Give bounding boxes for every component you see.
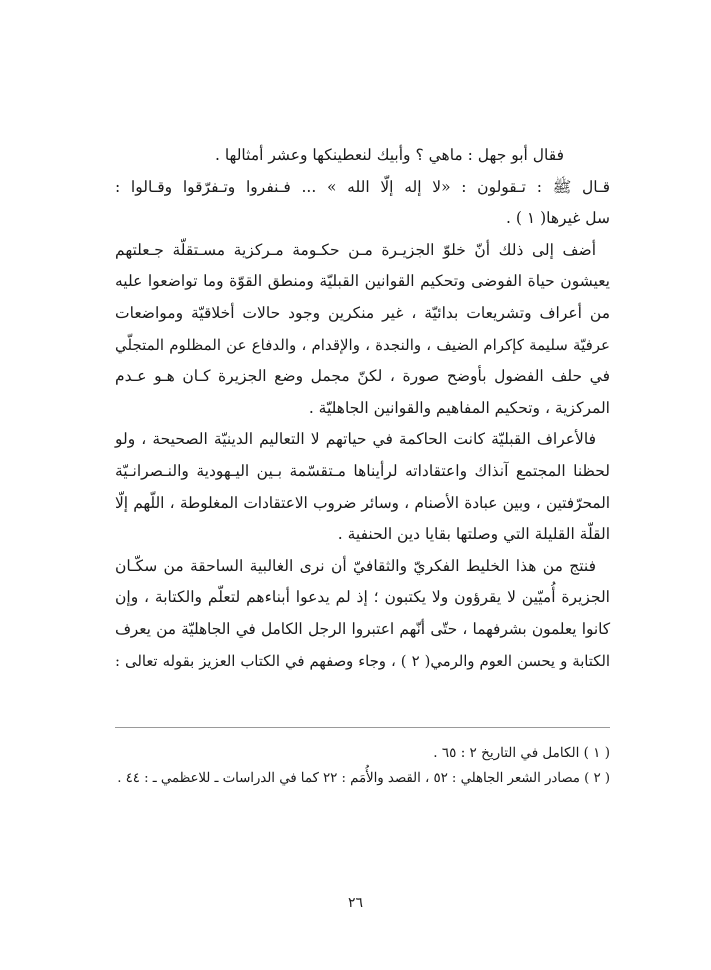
paragraph bbox=[115, 551, 610, 677]
text-line: الجزيرة أُميّين لا يقرؤون ولا يكتبون ؛ إذ لم يدعوا أبناءهم لتعلّم والكتابة ، وإن bbox=[115, 588, 610, 607]
text-line: فنتج من هذا الخليط الفكريّ والثقافيّ أن نرى الغالبية الساحقة من سكّـان bbox=[115, 556, 596, 575]
paragraph bbox=[115, 140, 610, 235]
body-text bbox=[115, 140, 610, 677]
text-line: في حلف الفضول بأوضح صورة ، لكنّ مجمل وضع الجزيرة كـان هـو عـدم bbox=[115, 367, 610, 386]
text-line: فالأعراف القبليّة كانت الحاكمة في حياتهم لا التعاليم الدينيّة الصحيحة ، ولو bbox=[115, 430, 596, 449]
paragraph bbox=[115, 424, 610, 550]
footnote-divider bbox=[115, 727, 610, 728]
text-line: كانوا يعلمون بشرفهما ، حتّى أنّهم اعتبروا الرجل الكامل في الجاهليّة من يعرف bbox=[115, 619, 610, 638]
text-line: القلّة القليلة التي وصلتها بقايا دين الحنفية . bbox=[337, 525, 610, 544]
text-line: الكتابة و يحسن العوم والرمي( ٢ ) ، وجاء وصفهم في الكتاب العزيز بقوله تعالى : bbox=[115, 652, 610, 670]
text-line: سل غيرها( ١ ) . bbox=[505, 209, 610, 228]
footnote-2: ( ٢ ) مصادر الشعر الجاهلي : ٥٢ ، القصد والأُمَم : ٢٢ كما في الدراسات ـ للاعظمي ـ : ٤٤ . bbox=[117, 771, 610, 786]
page-number: ٢٦ bbox=[347, 895, 364, 911]
text-line: يعيشون حياة الفوضى وتحكيم القوانين القبليّة ومنطق القوّة وما تواضعوا عليه bbox=[115, 272, 610, 291]
footnotes bbox=[115, 740, 610, 792]
text-line: من أعراف وتشريعات بدائيّة ، غير منكرين وجود حالات أخلاقيّة ومواضعات bbox=[115, 303, 610, 322]
footnote-1: ( ١ ) الكامل في التاريخ ٢ : ٦٥ . bbox=[433, 745, 610, 761]
text-line: لحظنا المجتمع آنذاك واعتقاداته لرأيناها مـتقسّمة بـين اليـهودية والنـصرانـيّة bbox=[115, 461, 610, 480]
text-line: قـال ﷺ : تـقولون : «لا إله إلّا الله » ... فـنفروا وتـفرّقوا وقـالوا : bbox=[115, 177, 610, 196]
text-line: أضف إلى ذلك أنّ خلوّ الجزيـرة مـن حكـومة مـركزية مسـتقلّة جـعلتهم bbox=[115, 240, 596, 259]
text-line: المحرّفتين ، وبين عبادة الأصنام ، وسائر ضروب الاعتقادات المغلوطة ، اللّهم إلّا bbox=[115, 493, 610, 512]
text-line: المركزية ، وتحكيم المفاهيم والقوانين الجاهليّة . bbox=[308, 398, 610, 417]
text-line: فقال أبو جهل : ماهي ؟ وأبيك لنعطينكها وعشر أمثالها . bbox=[214, 146, 564, 164]
text-line: عرفيّة سليمة كإكرام الضيف ، والنجدة ، والإقدام ، والدفاع عن المظلوم المتجلّي bbox=[115, 335, 610, 354]
paragraph bbox=[115, 235, 610, 425]
